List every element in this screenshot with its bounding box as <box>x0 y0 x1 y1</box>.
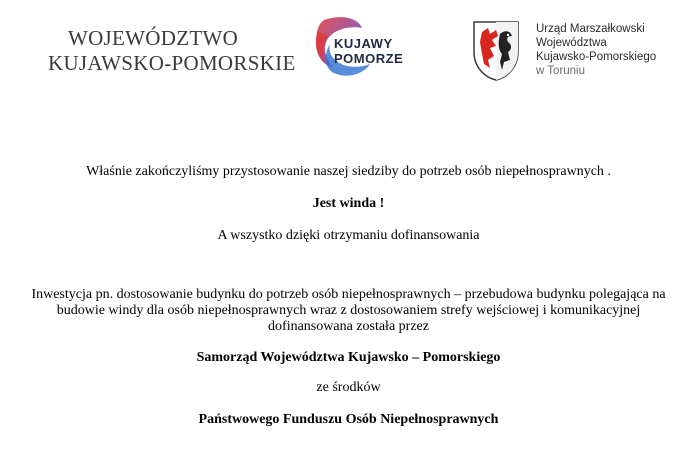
kujawy-pomorze-logo-text <box>334 36 403 66</box>
urzad-logo-line3: Kujawsko-Pomorskiego <box>536 51 657 63</box>
urzad-logo-line2: Województwa <box>536 37 607 49</box>
crest-icon <box>470 18 522 82</box>
thanks-text: A wszystko dzięki otrzymaniu dofinansowania <box>217 228 480 243</box>
connector-text: ze środków <box>316 380 381 395</box>
headline-text: Jest winda ! <box>312 196 385 211</box>
funder-pfron-text: Państwowego Funduszu Osób Niepełnosprawnych <box>198 412 499 427</box>
logo-bar <box>0 0 697 100</box>
investment-text: Inwestycja pn. dostosowanie budynku do potrzeb osób niepełnosprawnych – przebudowa budynku polegająca na budowie windy dla osób niepełnosprawnych wraz z dostosowaniem strefy wejściowej i komunikacyjnej dofinansowana została przez <box>31 287 666 334</box>
kujawy-pomorze-logo-line2: POMORZE <box>334 51 404 66</box>
wojewodztwo-logo-line1: WOJEWÓDZTWO <box>67 26 239 50</box>
urzad-logo-line1: Urząd Marszałkowski <box>536 23 645 35</box>
urzad-logo-line4: w Toruniu <box>536 65 586 77</box>
intro-text: Właśnie zakończyliśmy przystosowanie naszej siedziby do potrzeb osób niepełnosprawnych . <box>86 164 611 179</box>
funder-samorzad-text: Samorząd Województwa Kujawsko – Pomorskiego <box>196 350 501 365</box>
wojewodztwo-logo <box>48 26 296 76</box>
kujawy-pomorze-logo <box>312 14 442 80</box>
urzad-logo-text <box>536 22 656 78</box>
wojewodztwo-logo-line2: KUJAWSKO-POMORSKIE <box>48 51 296 75</box>
urzad-marszalkowski-logo <box>470 16 690 88</box>
kujawy-pomorze-logo-line1: KUJAWY <box>334 36 393 51</box>
